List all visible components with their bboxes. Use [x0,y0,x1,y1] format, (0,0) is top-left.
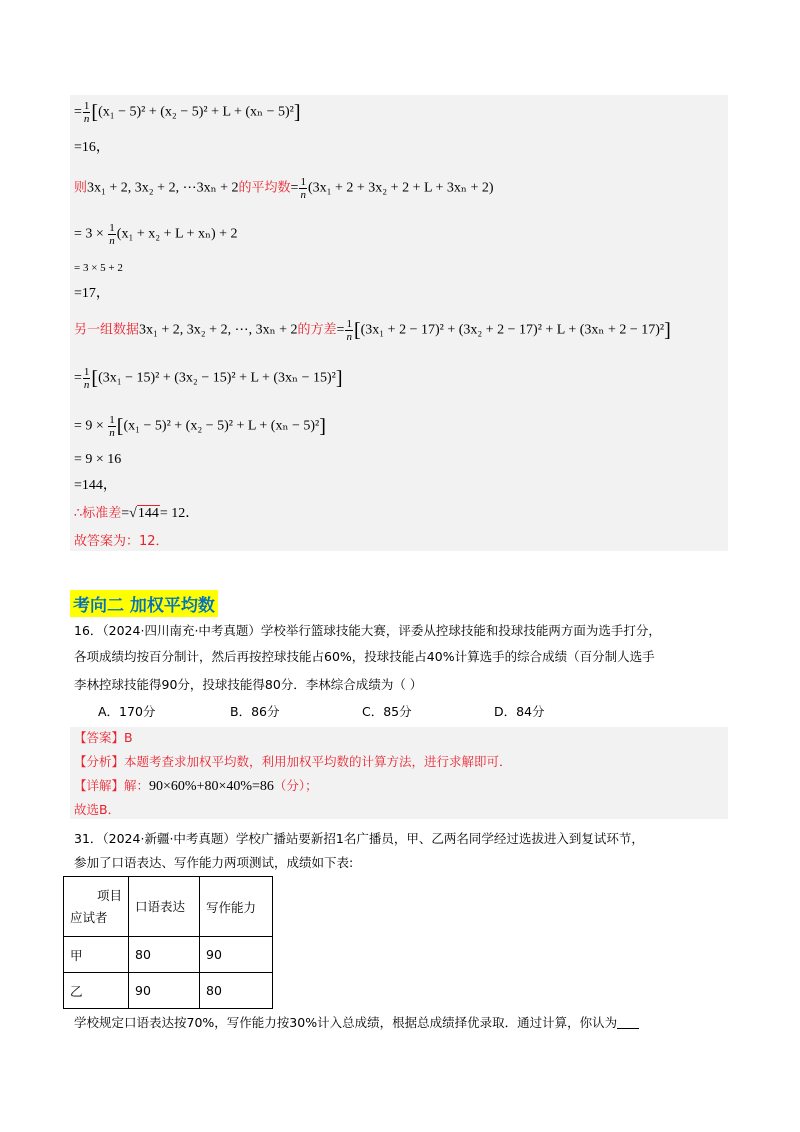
row-writing: 90 [200,937,273,973]
option-c: C．85分 [362,704,412,719]
analysis-text: 【分析】本题考查求加权平均数，利用加权平均数的计算方法，进行求解即可． [74,754,512,769]
variance-value-line: =16， [74,140,110,155]
mean-step-3: = 3 × 5 + 2 [74,262,123,274]
section-title: 考向二 加权平均数 [70,590,218,617]
row-oral: 80 [129,937,200,973]
conclusion: 故选B． [74,802,121,817]
q16-stem-line-3: 李林控球技能得90分，投球技能得80分．李林综合成绩为（ ） [74,677,423,692]
detail-line: 【详解】解：90×60%+80×40%=86（分）； [74,778,318,794]
q16-stem-line-1: 16．（2024·四川南充·中考真题）学校举行篮球技能大赛，评委从控球技能和投球技能两方面为选手打分， [74,623,661,638]
std-dev-line: ∴标准差=√144= 12． [74,506,200,521]
option-a: A．170分 [98,704,156,719]
answer-block [70,727,728,819]
score-table [63,876,273,1009]
q31-stem-line-1: 31．（2024·新疆·中考真题）学校广播站要新招1名广播员，甲、乙两名同学经过选拔进入到复试环节， [74,831,644,846]
q31-stem-line-3: 学校规定口语表达按70%，写作能力按30%计入总成绩，根据总成绩择优录取．通过计算，你认为 [74,1014,639,1032]
mean-line: 则3x₁ + 2, 3x₂ + 2, ⋯3xₙ + 2的平均数= $\frac{1}{n}$ (3x₁ + 2 + 3x₂ + 2 + L + 3xₙ + 2) [74,176,494,201]
option-d: D．84分 [494,704,545,719]
table-row [64,937,273,973]
variance-line-1: = $\frac{1}{n}$ [(x₁ − 5)² + (x₂ − 5)² + L + (xₙ − 5)²] [74,100,301,125]
header-corner-cell: 项目 应试者 [64,877,129,937]
q16-options [98,703,626,721]
new-variance-step-4: = 9 × 16 [74,452,122,467]
new-variance-result: =144， [74,478,117,493]
option-b: B．86分 [230,704,280,719]
mean-result: =17， [74,286,110,301]
header-oral: 口语表达 [129,877,200,937]
new-variance-line: 另一组数据3x₁ + 2, 3x₂ + 2, ⋯, 3xₙ + 2的方差= $\frac{1}{n}$ [(3x₁ + 2 − 17)² + (3x₂ + 2 − 17)² + L + (3xₙ + 2 − 17)²] [74,318,671,343]
answer-label: 【答案】B [74,730,133,745]
answer-blank [617,1014,639,1029]
q31-stem-line-2: 参加了口语表达、写作能力两项测试，成绩如下表: [74,855,354,870]
table-row [64,973,273,1009]
final-answer: 故答案为：12． [74,534,169,549]
q16-stem-line-2: 各项成绩均按百分制计，然后再按控球技能占60%，投球技能占40%计算选手的综合成绩（百分制人选手 [74,649,655,664]
mean-step-2: = 3 × $\frac{1}{n}$ (x₁ + x₂ + L + xₙ) + 2 [74,222,238,247]
row-oral: 90 [129,973,200,1009]
row-name: 乙 [64,973,129,1009]
new-variance-step-2: = $\frac{1}{n}$ [(3x₁ − 15)² + (3x₂ − 15)² + L + (3xₙ − 15)²] [74,366,343,391]
row-writing: 80 [200,973,273,1009]
row-name: 甲 [64,937,129,973]
header-writing: 写作能力 [200,877,273,937]
new-variance-step-3: = 9 × $\frac{1}{n}$ [(x₁ − 5)² + (x₂ − 5)² + L + (xₙ − 5)²] [74,414,326,439]
